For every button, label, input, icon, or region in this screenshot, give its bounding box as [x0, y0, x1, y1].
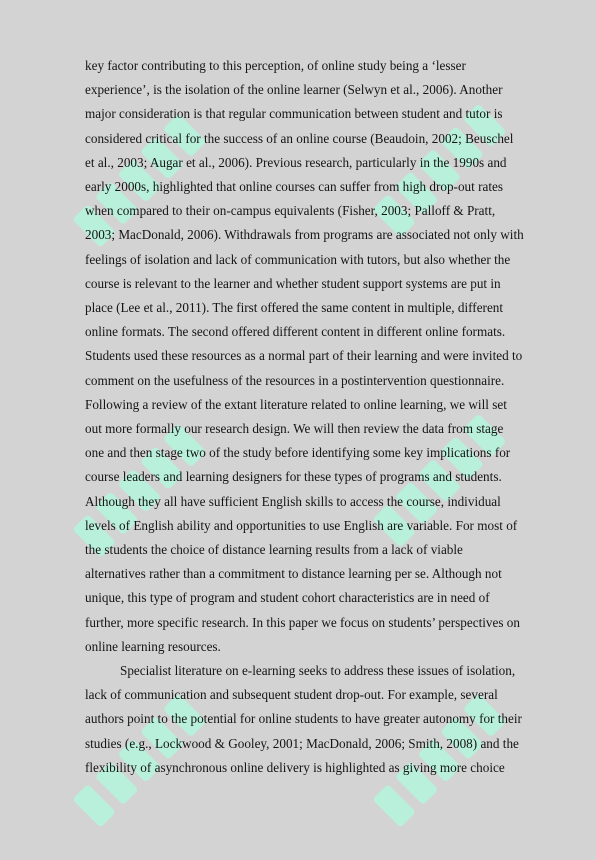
- text-line: when compared to their on-campus equivalents (Fisher, 2003; Palloff & Pratt,: [85, 203, 496, 219]
- body-text: [85, 54, 555, 780]
- text-line: out more formally our research design. We will then review the data from stage: [85, 421, 504, 437]
- text-line: Following a review of the extant literature related to online learning, we will set: [85, 396, 507, 412]
- text-line: 2003; MacDonald, 2006). Withdrawals from programs are associated not only with: [85, 227, 524, 243]
- text-line: authors point to the potential for online students to have greater autonomy for their: [85, 711, 522, 727]
- paragraph-start-line: Specialist literature on e-learning seeks to address these issues of isolation,: [120, 663, 516, 679]
- text-line: key factor contributing to this perception, of online study being a ‘lesser: [85, 58, 466, 73]
- text-line: unique, this type of program and student cohort characteristics are in need of: [85, 590, 490, 606]
- text-line: online formats. The second offered different content in different online formats.: [85, 324, 506, 340]
- text-line: lack of communication and subsequent student drop-out. For example, several: [85, 687, 498, 703]
- text-line: feelings of isolation and lack of communication with tutors, but also whether the: [85, 251, 511, 267]
- text-line: Although they all have sufficient English skills to access the course, individual: [85, 493, 501, 509]
- text-line: et al., 2003; Augar et al., 2006). Previous research, particularly in the 1990s and: [85, 154, 507, 170]
- text-line: course leaders and learning designers for these types of programs and students.: [85, 469, 502, 485]
- text-line: one and then stage two of the study before identifying some key implications for: [85, 445, 511, 461]
- text-line: levels of English ability and opportunities to use English are variable. For most of: [85, 517, 518, 533]
- text-line: further, more specific research. In this paper we focus on students’ perspectives on: [85, 614, 520, 630]
- text-line: the students the choice of distance learning results from a lack of viable: [85, 542, 463, 558]
- text-line: experience’, is the isolation of the online learner (Selwyn et al., 2006). Another: [85, 82, 503, 98]
- text-line: Students used these resources as a normal part of their learning and were invited to: [85, 348, 523, 364]
- text-line: major consideration is that regular communication between student and tutor is: [85, 106, 503, 122]
- text-line: flexibility of asynchronous online delivery is highlighted as giving more choice: [85, 759, 505, 775]
- text-line: studies (e.g., Lockwood & Gooley, 2001; MacDonald, 2006; Smith, 2008) and the: [85, 735, 519, 751]
- text-line: early 2000s, highlighted that online courses can suffer from high drop-out rates: [85, 179, 503, 195]
- text-line: course is relevant to the learner and whether student support systems are put in: [85, 275, 501, 291]
- text-line: alternatives rather than a commitment to distance learning per se. Although not: [85, 566, 502, 582]
- text-line: comment on the usefulness of the resources in a postintervention questionnaire.: [85, 372, 505, 388]
- text-line: place (Lee et al., 2011). The first offered the same content in multiple, different: [85, 300, 504, 316]
- text-line: considered critical for the success of an online course (Beaudoin, 2002; Beuschel: [85, 130, 514, 146]
- text-line: online learning resources.: [85, 638, 221, 654]
